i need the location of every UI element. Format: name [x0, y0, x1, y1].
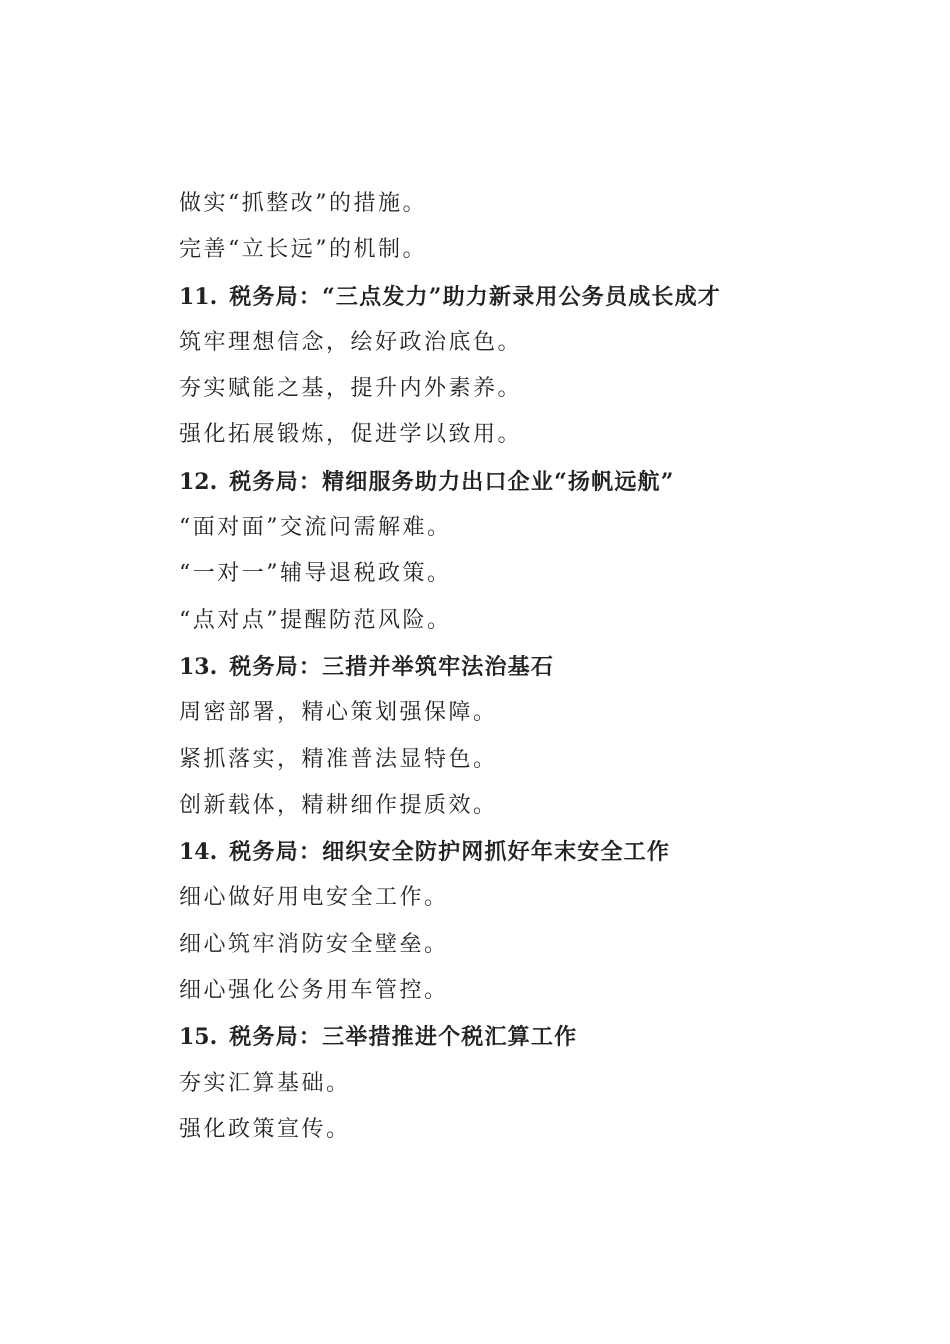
- intro-item: 完善“立长远”的机制。: [179, 237, 427, 263]
- section-item: 细心筑牢消防安全壁垒。: [179, 931, 449, 957]
- document-body: [179, 181, 879, 1153]
- section-item: 夯实赋能之基，提升内外素养。: [179, 376, 523, 402]
- section-number: 12.: [179, 468, 218, 495]
- section-title: 税务局：“三点发力”助力新录用公务员成长成才: [229, 283, 721, 310]
- section-item: 筑牢理想信念，绘好政治底色。: [179, 329, 523, 355]
- section-title: 税务局：三措并举筑牢法治基石: [229, 653, 555, 680]
- section-item: 紧抓落实，精准普法显特色。: [179, 746, 498, 772]
- section-number: 14.: [179, 839, 218, 866]
- section-item: “点对点”提醒防范风险。: [179, 607, 452, 633]
- section-item: 强化政策宣传。: [179, 1116, 351, 1142]
- section-item: 细心做好用电安全工作。: [179, 885, 449, 911]
- section-title: 税务局：细织安全防护网抓好年末安全工作: [229, 839, 671, 866]
- section-item: 创新载体，精耕细作提质效。: [179, 792, 498, 818]
- intro-item: 做实“抓整改”的措施。: [179, 191, 427, 216]
- section-item: 夯实汇算基础。: [179, 1070, 351, 1096]
- section-heading-11: [179, 274, 879, 320]
- section-item: “面对面”交流问需解难。: [179, 515, 452, 541]
- section-number: 11.: [179, 283, 218, 310]
- section-number: 13.: [179, 653, 218, 680]
- section-title: 税务局：三举措推进个税汇算工作: [229, 1024, 578, 1051]
- section-heading-14: [179, 829, 879, 875]
- section-number: 15.: [179, 1024, 218, 1051]
- section-item: 周密部署，精心策划强保障。: [179, 700, 498, 726]
- section-item: 细心强化公务用车管控。: [179, 978, 449, 1004]
- section-heading-15: [179, 1014, 879, 1060]
- section-item: “一对一”辅导退税政策。: [179, 561, 452, 587]
- section-heading-12: [179, 459, 879, 505]
- section-item: 强化拓展锻炼，促进学以致用。: [179, 422, 523, 448]
- section-title: 税务局：精细服务助力出口企业“扬帆远航”: [229, 468, 675, 495]
- section-heading-13: [179, 644, 879, 690]
